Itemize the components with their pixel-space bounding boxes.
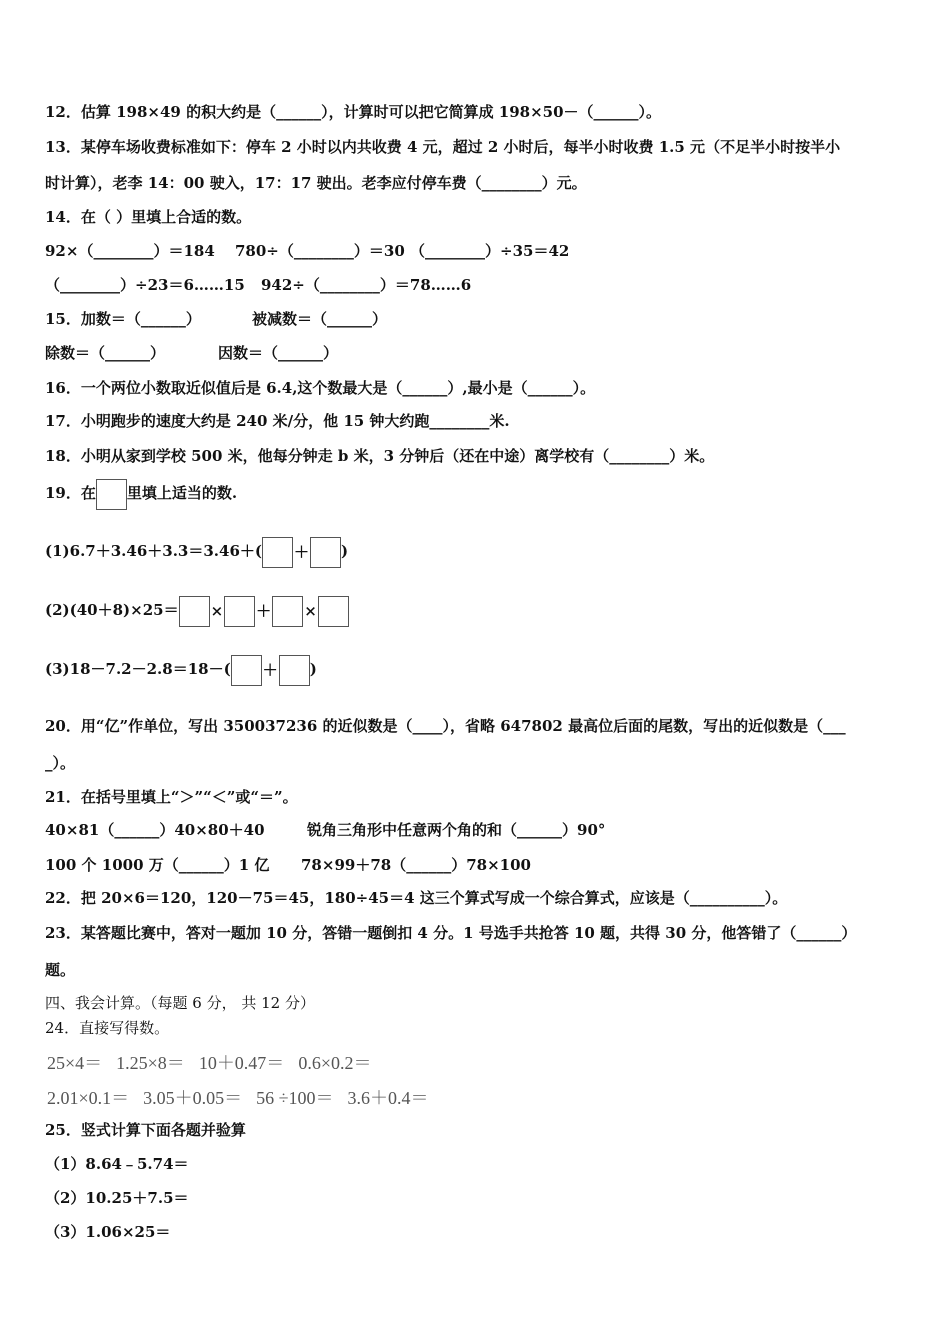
question-13-line2: 时计算），老李 14：00 驶入，17：17 驶出。老李应付停车费（________）元。	[45, 174, 587, 192]
times-sign: ×	[304, 601, 317, 620]
close-paren: )	[309, 660, 317, 678]
q24-row2	[47, 1084, 443, 1110]
answer-box[interactable]	[279, 655, 310, 686]
answer-box[interactable]	[231, 655, 262, 686]
question-14-row2	[45, 275, 471, 295]
q24-expr: 0.6×0.2＝	[298, 1053, 372, 1073]
section-heading: 四、我会计算。（每题 6 分， 共 12 分）	[45, 994, 315, 1012]
q21-item: 40×81（______）40×80＋40	[45, 821, 265, 839]
question-23-line1: 23．某答题比赛中，答对一题加 10 分，答错一题倒扣 4 分。1 号选手共抢答 10 题，共得 30 分，他答错了（______）	[45, 924, 857, 942]
question-22: 22．把 20×6＝120，120－75＝45，180÷45＝4 这三个算式写成一个综合算式，应该是（__________）。	[45, 889, 788, 907]
q15-item: 除数＝（______）	[45, 344, 166, 362]
question-18: 18．小明从家到学校 500 米，他每分钟走 b 米，3 分钟后（还在中途）离学校有（________）米。	[45, 447, 715, 465]
q24-expr: 3.6＋0.4＝	[347, 1088, 429, 1108]
q19-prefix: 19．在	[45, 484, 96, 502]
question-16: 16．一个两位小数取近似值后是 6.4,这个数最大是（______）,最小是（______）。	[45, 379, 596, 397]
q21-item: 78×99＋78（______）78×100	[301, 856, 531, 874]
answer-box[interactable]	[310, 537, 341, 568]
question-25-item: （2）10.25＋7.5＝	[45, 1189, 189, 1207]
plus-sign: ＋	[262, 660, 278, 679]
question-21-title: 21．在括号里填上“＞”“＜”或“＝”。	[45, 788, 298, 806]
q21-item: 100 个 1000 万（______）1 亿	[45, 856, 270, 874]
close-paren: )	[341, 542, 349, 560]
question-25-item: （1）8.64﹣5.74＝	[45, 1155, 189, 1173]
q15-item: 被减数＝（______）	[252, 310, 388, 328]
question-20-line2: _）。	[45, 754, 76, 772]
question-23-line2: 题。	[45, 961, 76, 979]
times-sign: ×	[210, 601, 224, 620]
question-19-part1	[45, 536, 348, 568]
question-19-title	[45, 478, 237, 510]
question-25-item: （3）1.06×25＝	[45, 1223, 171, 1241]
answer-box[interactable]	[272, 596, 303, 627]
question-13-line1: 13．某停车场收费标准如下：停车 2 小时以内共收费 4 元，超过 2 小时后，每半小时收费 1.5 元（不足半小时按半小	[45, 138, 841, 156]
plus-sign: ＋	[256, 601, 272, 620]
question-14-row1	[45, 241, 569, 261]
q14-item: 942÷（________）＝78……6	[261, 276, 472, 294]
q24-expr: 3.05＋0.05＝	[143, 1088, 243, 1108]
q14-item: （________）÷35＝42	[410, 242, 570, 260]
answer-box[interactable]	[262, 537, 293, 568]
question-12: 12．估算 198×49 的积大约是（______），计算时可以把它简算成 198×50－（______）。	[45, 103, 662, 121]
question-19-part2	[45, 595, 349, 627]
q24-expr: 56 ÷100＝	[256, 1088, 334, 1108]
q24-expr: 1.25×8＝	[116, 1053, 185, 1073]
q14-item: 780÷（________）＝30	[235, 242, 405, 260]
q19-part1-expr: (1)6.7＋3.46＋3.3＝3.46＋(	[45, 542, 262, 560]
q19-part3-expr: (3)18－7.2－2.8＝18－(	[45, 660, 231, 678]
question-15-row2	[45, 343, 338, 363]
q15-item: 因数＝（______）	[218, 344, 339, 362]
question-17: 17．小明跑步的速度大约是 240 米/分，他 15 钟大约跑________米.	[45, 412, 510, 430]
question-14-title: 14．在（ ）里填上合适的数。	[45, 208, 252, 226]
q15-item: 15．加数＝（______）	[45, 310, 201, 328]
question-15-row1	[45, 309, 387, 329]
q19-suffix: 里填上适当的数.	[126, 484, 238, 502]
question-24-title: 24．直接写得数。	[45, 1019, 170, 1037]
q24-row1	[47, 1049, 385, 1075]
q14-item: （________）÷23＝6……15	[45, 276, 245, 294]
q19-part2-expr: (2)(40＋8)×25＝	[45, 601, 179, 619]
answer-box[interactable]	[318, 596, 349, 627]
q24-expr: 2.01×0.1＝	[47, 1088, 130, 1108]
answer-box[interactable]	[96, 479, 127, 510]
q24-expr: 10＋0.47＝	[198, 1053, 285, 1073]
answer-box[interactable]	[179, 596, 210, 627]
q14-item: 92×（________）＝184	[45, 242, 215, 260]
question-19-part3	[45, 654, 317, 686]
answer-box[interactable]	[224, 596, 255, 627]
question-21-row2	[45, 855, 531, 875]
question-21-row1	[45, 820, 605, 840]
q24-expr: 25×4＝	[47, 1053, 103, 1073]
question-20-line1: 20．用“亿”作单位，写出 350037236 的近似数是（____），省略 647802 最高位后面的尾数，写出的近似数是（___	[45, 717, 846, 735]
q21-item: 锐角三角形中任意两个角的和（______）90°	[307, 821, 606, 839]
plus-sign: ＋	[294, 542, 310, 561]
question-25-title: 25．竖式计算下面各题并验算	[45, 1121, 246, 1139]
